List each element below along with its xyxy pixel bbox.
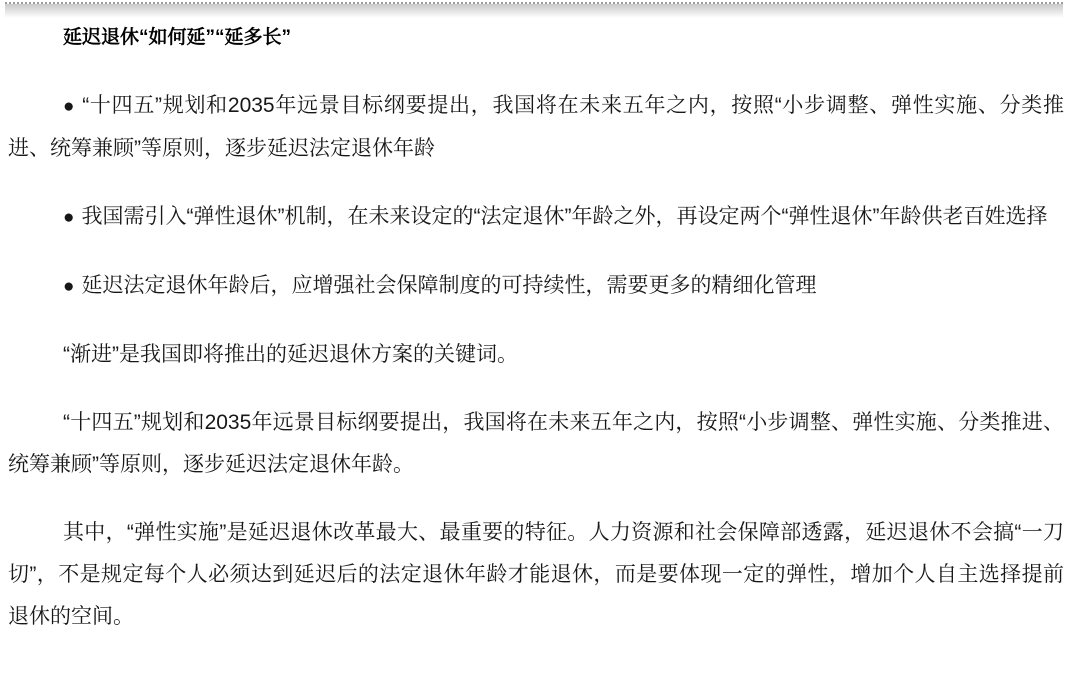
bullet-icon: ● <box>63 207 75 228</box>
bullet-text: 我国需引入“弹性退休”机制，在未来设定的“法定退休”年龄之外，再设定两个“弹性退休”年龄供老百姓选择 <box>81 205 1048 228</box>
bullet-text: 延迟法定退休年龄后，应增强社会保障制度的可持续性，需要更多的精细化管理 <box>81 274 817 297</box>
bullet-text: “十四五”规划和2035年远景目标纲要提出，我国将在未来五年之内，按照“小步调整、弹性实施、分类推进、统筹兼顾”等原则，逐步延迟法定退休年龄 <box>8 94 1064 160</box>
article-title: 延迟退休“如何延”“延多长” <box>63 27 292 48</box>
article-paragraph: “渐进”是我国即将推出的延迟退休方案的关键词。 <box>63 343 518 366</box>
article-paragraph: “十四五”规划和2035年远景目标纲要提出，我国将在未来五年之内，按照“小步调整、弹性实施、分类推进、统筹兼顾”等原则，逐步延迟法定退休年龄。 <box>8 411 1064 476</box>
top-divider-shadow <box>5 2 1063 19</box>
article-paragraph: 其中，“弹性实施”是延迟退休改革最大、最重要的特征。人力资源和社会保障部透露，延迟退休不会搞“一刀切”，不是规定每个人必须达到延迟后的法定退休年龄才能退休，而是要体现一定的弹性，增加个人自主选择提前退休的空间。 <box>8 521 1064 628</box>
bullet-icon: ● <box>63 96 76 117</box>
bullet-item <box>8 196 1064 239</box>
article-page <box>0 2 1080 638</box>
article-body <box>0 25 1080 638</box>
bullet-item <box>8 265 1064 308</box>
bullet-icon: ● <box>63 276 75 297</box>
bullet-item <box>8 85 1064 170</box>
